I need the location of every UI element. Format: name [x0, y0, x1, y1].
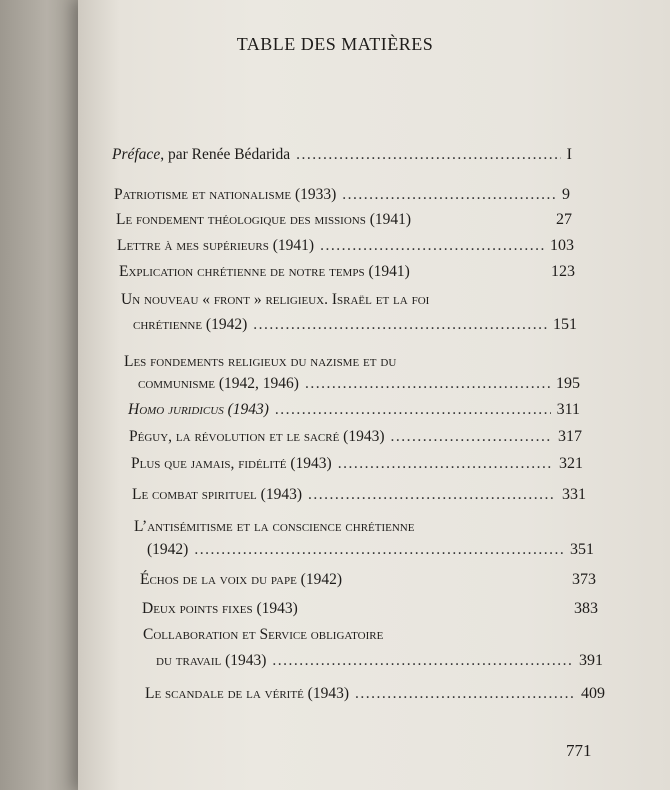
entry-title: Collaboration et Service obligatoire: [143, 626, 384, 643]
toc-entry: [117, 237, 574, 255]
entry-title: L’antisémitisme et la conscience chrétienne: [134, 518, 415, 535]
page-number: 383: [574, 600, 598, 617]
toc-entry-continued: [133, 316, 577, 334]
page-number: 103: [550, 237, 574, 254]
toc-entry: [129, 428, 582, 446]
toc-entry-continued: [147, 541, 594, 559]
toc-entry: [119, 263, 575, 281]
entry-title-continued: du travail (1943): [156, 652, 267, 669]
leader-dots: [272, 652, 573, 670]
leader-dots: [355, 685, 575, 703]
entry-title: Deux points fixes (1943): [142, 600, 298, 617]
toc-entry-preface: [112, 146, 572, 164]
page-number: 331: [562, 486, 586, 503]
toc-entry: [142, 600, 598, 618]
toc-entry: [124, 353, 524, 371]
page-number: 373: [572, 571, 596, 588]
page-number: 27: [556, 211, 572, 228]
leader-dots: [338, 455, 553, 473]
page-number: 321: [559, 455, 583, 472]
leader-dots: [320, 237, 544, 255]
page-title: TABLE DES MATIÈRES: [236, 34, 434, 54]
leader-dots: [253, 316, 547, 334]
page-number: 317: [558, 428, 582, 445]
toc-entry: [143, 626, 483, 644]
leader-dots: [194, 541, 564, 559]
entry-title: Le combat spirituel (1943): [132, 486, 302, 503]
entry-title: Le fondement théologique des missions (1941): [116, 211, 412, 228]
page-number: 391: [579, 652, 603, 669]
toc-entry: [131, 455, 583, 473]
toc-entry-continued: [138, 375, 580, 393]
page-number: 409: [581, 685, 605, 702]
toc-entry: [128, 401, 580, 419]
entry-title: Les fondements religieux du nazisme et du: [124, 353, 397, 370]
toc-entry: [132, 486, 586, 504]
toc-entry: [140, 571, 596, 589]
entry-title: Explication chrétienne de notre temps (1941): [119, 263, 410, 280]
page-number: 195: [556, 375, 580, 392]
page-number: I: [566, 146, 572, 163]
leader-dots: [342, 186, 556, 204]
page-number: 351: [570, 541, 594, 558]
page-number: 151: [553, 316, 577, 333]
leader-dots: [305, 375, 550, 393]
leader-dots: [275, 401, 551, 419]
toc-entry: [121, 291, 519, 309]
entry-title: Plus que jamais, fidélité (1943): [131, 455, 332, 472]
entry-title: Homo juridicus (1943): [128, 401, 269, 418]
toc-entry: [134, 518, 534, 536]
preface-label: Préface: [112, 146, 161, 163]
preface-author: , par Renée Bédarida: [160, 146, 291, 163]
entry-title: Un nouveau « front » religieux. Israël et la foi: [121, 291, 430, 308]
toc-entry: [116, 211, 572, 229]
page-number: 123: [551, 263, 575, 280]
entry-title: Patriotisme et nationalisme (1933): [114, 186, 337, 203]
entry-title-continued: communisme (1942, 1946): [138, 375, 299, 392]
page-number: 9: [562, 186, 570, 203]
entry-title-continued: (1942): [147, 541, 189, 558]
entry-title: Le scandale de la vérité (1943): [145, 685, 349, 702]
entry-title: Lettre à mes supérieurs (1941): [117, 237, 315, 254]
toc-entry-continued: [156, 652, 603, 670]
entry-title: Péguy, la révolution et le sacré (1943): [129, 428, 385, 445]
toc-entry: [114, 186, 570, 204]
leader-dots: [308, 486, 556, 504]
toc-entry: [145, 685, 605, 703]
folio-page-number: 771: [566, 741, 592, 760]
leader-dots: [296, 146, 561, 164]
page-number: 311: [556, 401, 580, 418]
leader-dots: [391, 428, 553, 446]
entry-title: Échos de la voix du pape (1942): [140, 571, 342, 588]
entry-title-continued: chrétienne (1942): [133, 316, 248, 333]
